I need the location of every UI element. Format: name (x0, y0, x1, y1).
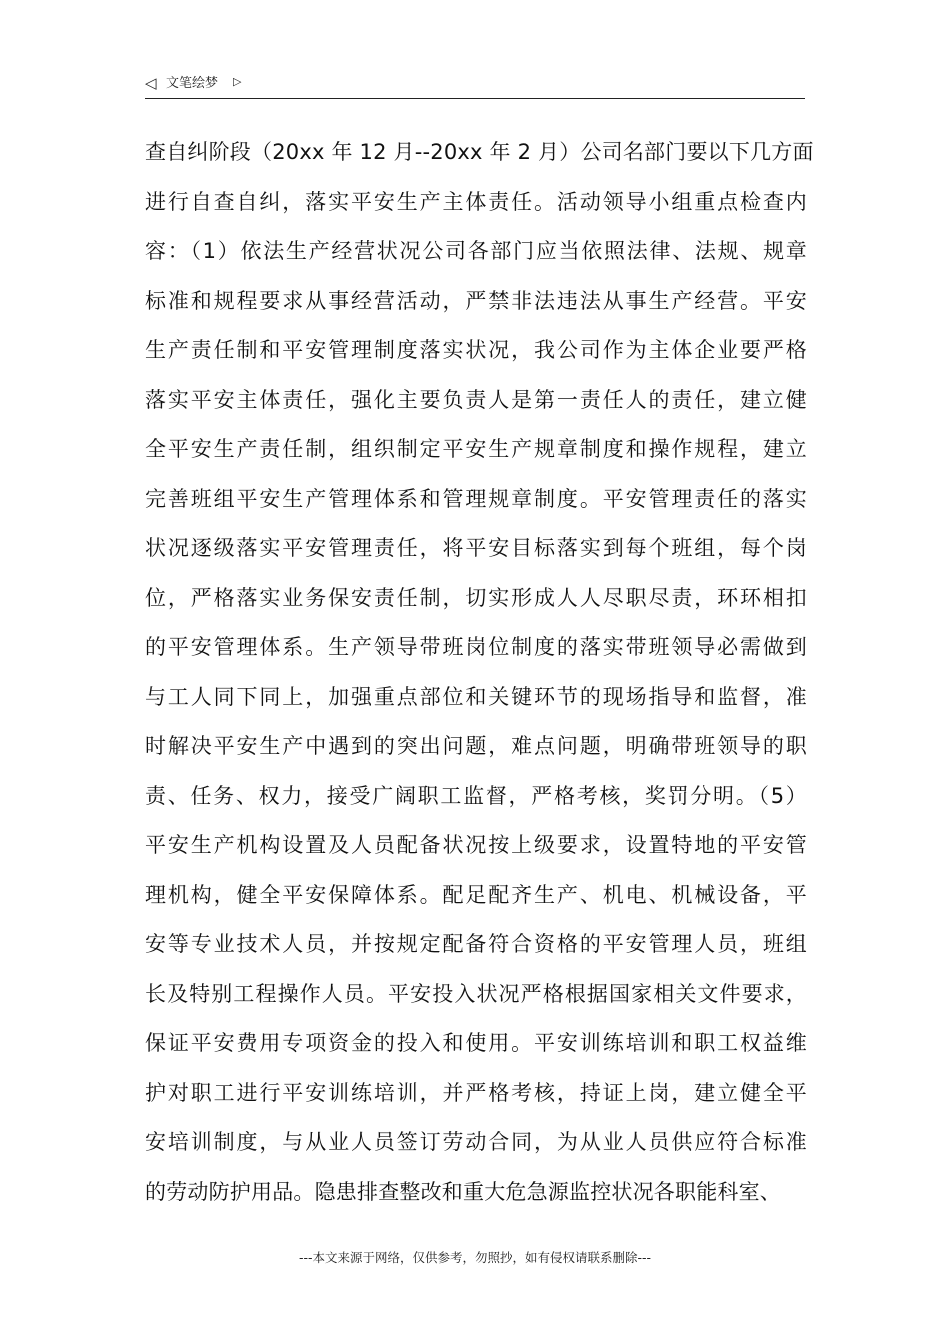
body-line: 保证平安费用专项资金的投入和使用。平安训练培训和职工权益维 (145, 1031, 807, 1055)
body-line: 安培训制度，与从业人员签订劳动合同，为从业人员供应符合标准 (145, 1130, 807, 1154)
body-line: 理机构，健全平安保障体系。配足配齐生产、机电、机械设备，平 (145, 882, 807, 907)
body-line: 生产责任制和平安管理制度落实状况，我公司作为主体企业要严格 (145, 338, 807, 362)
body-line: 安等专业技术人员，并按规定配备符合资格的平安管理人员，班组 (145, 932, 807, 956)
body-line: 位，严格落实业务保安责任制，切实形成人人尽职尽责，环环相扣 (145, 585, 807, 610)
header-title: 文笔绘梦 (166, 76, 219, 91)
body-line: 护对职工进行平安训练培训，并严格考核，持证上岗，建立健全平 (145, 1080, 807, 1105)
body-line: 责、任务、权力，接受广阔职工监督，严格考核，奖罚分明。（5） (145, 783, 807, 808)
body-line: 标准和规程要求从事经营活动，严禁非法违法从事生产经营。平安 (145, 288, 807, 313)
body-line: 长及特别工程操作人员。平安投入状况严格根据国家相关文件要求， (145, 981, 807, 1006)
body-line: 与工人同下同上，加强重点部位和关键环节的现场指导和监督，准 (145, 684, 807, 709)
body-line: 的劳动防护用品。隐患排查整改和重大危急源监控状况各职能科室、 (145, 1179, 781, 1204)
triangle-left-icon: ◁ (145, 74, 157, 92)
document-body (145, 128, 814, 1217)
body-line: 状况逐级落实平安管理责任，将平安目标落实到每个班组，每个岗 (145, 536, 807, 560)
body-line: 平安生产机构设置及人员配备状况按上级要求，设置特地的平安管 (145, 833, 807, 857)
body-line: 查自纠阶段（20xx 年 12 月--20xx 年 2 月）公司名部门要以下几方面 (145, 140, 814, 164)
body-line: 进行自查自纠，落实平安生产主体责任。活动领导小组重点检查内 (145, 189, 807, 214)
body-line: 全平安生产责任制，组织制定平安生产规章制度和操作规程，建立 (145, 437, 807, 461)
footer-disclaimer: ---本文来源于网络，仅供参考，勿照抄，如有侵权请联系删除--- (298, 1250, 652, 1265)
body-line: 落实平安主体责任，强化主要负责人是第一责任人的责任，建立健 (145, 387, 807, 412)
body-line: 完善班组平安生产管理体系和管理规章制度。平安管理责任的落实 (145, 486, 807, 511)
body-line: 容：（1）依法生产经营状况公司各部门应当依照法律、法规、规章 (145, 239, 807, 263)
body-line: 的平安管理体系。生产领导带班岗位制度的落实带班领导必需做到 (145, 635, 807, 659)
page-header (145, 72, 805, 99)
triangle-right-icon: ▷ (233, 75, 242, 88)
body-line: 时解决平安生产中遇到的突出问题，难点问题，明确带班领导的职 (145, 734, 807, 758)
